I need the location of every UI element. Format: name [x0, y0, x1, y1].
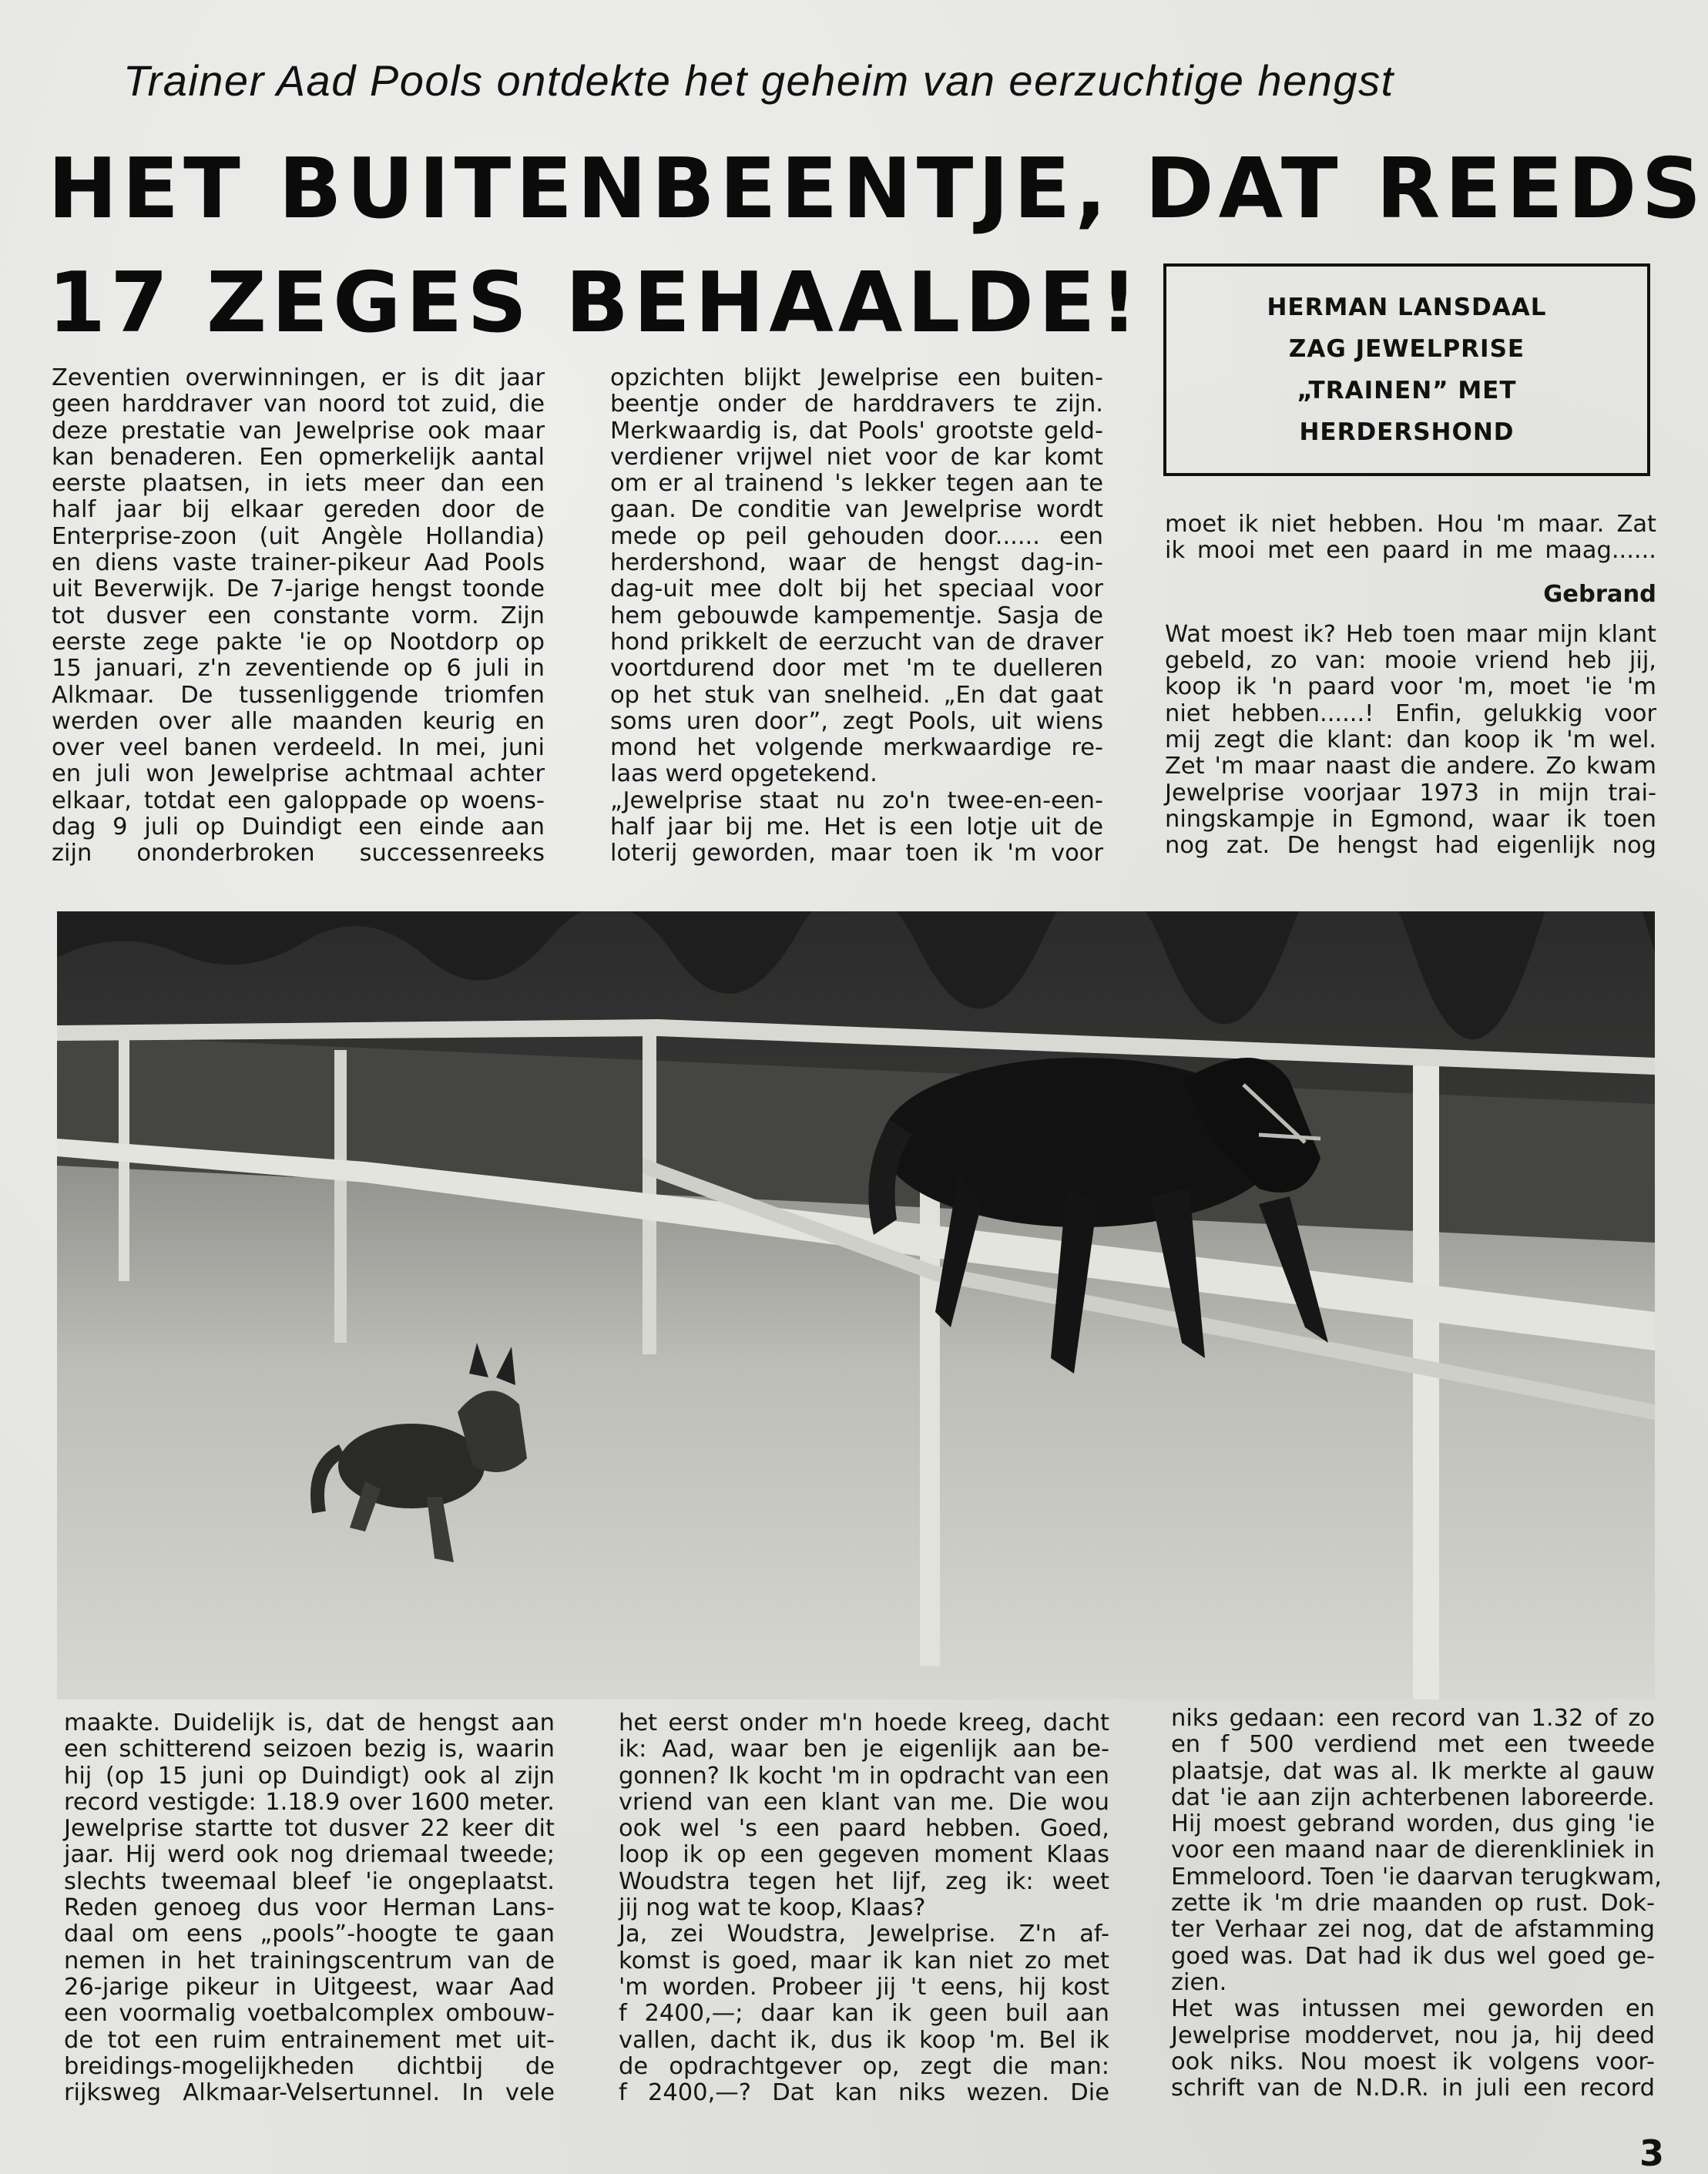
- subheading-gebrand: Gebrand: [1543, 580, 1656, 608]
- text-line: de opdrachtgever op, zegt die man:: [619, 2052, 1109, 2080]
- text-line: ik mooi met een paard in me maag......: [1165, 537, 1656, 565]
- text-line: half jaar bij me. Het is een lotje uit de: [610, 814, 1103, 841]
- text-line: laas werd opgetekend.: [610, 760, 877, 788]
- text-line: dag-uit mee dolt bij het speciaal voor: [610, 575, 1103, 603]
- text-line: eerste plaatsen, in iets meer dan een: [52, 470, 545, 498]
- text-line: maakte. Duidelijk is, dat de hengst aan: [64, 1709, 555, 1736]
- text-line: loterij geworden, maar toen ik 'm voor: [610, 840, 1103, 867]
- text-line: Alkmaar. De tussenliggende triomfen: [52, 681, 545, 709]
- text-line: f 2400,—; daar kan ik geen buil aan: [619, 2000, 1109, 2028]
- text-line: Zeventien overwinningen, er is dit jaar: [52, 364, 545, 391]
- text-line: kan benaderen. Een opmerkelijk aantal: [52, 443, 545, 471]
- text-line: ik: Aad, waar ben je eigenlijk aan be-: [619, 1736, 1109, 1763]
- text-line: loop ik op een gegeven moment Klaas: [619, 1841, 1109, 1869]
- text-line: en diens vaste trainer-pikeur Aad Pools: [52, 549, 545, 577]
- text-line: de tot een ruim entrainement met uit-: [64, 2026, 555, 2054]
- text-line: mij zegt die klant: dan koop ik 'm wel.: [1165, 726, 1656, 754]
- text-line: Het was intussen mei geworden en: [1171, 1995, 1655, 2023]
- column-3-top-b: [1165, 622, 1656, 860]
- text-line: deze prestatie van Jewelprise ook maar: [52, 417, 545, 445]
- text-line: „Jewelprise staat nu zo'n twee-en-een-: [610, 787, 1103, 814]
- text-line: zien.: [1171, 1968, 1227, 1996]
- text-line: ook niks. Nou moest ik volgens voor-: [1171, 2048, 1655, 2075]
- text-line: nog zat. De hengst had eigenlijk nog: [1165, 832, 1656, 860]
- photo-horse-and-dog: [57, 911, 1655, 1699]
- text-line: verdiener vrijwel niet voor de kar komt: [610, 443, 1103, 471]
- box-line: HERMAN LANSDAAL: [1267, 294, 1547, 321]
- text-line: ningskampje in Egmond, waar ik toen: [1165, 805, 1656, 833]
- text-line: Emmeloord. Toen 'ie daarvan terugkwam,: [1171, 1863, 1662, 1891]
- text-line: tot dusver een constante vorm. Zijn: [52, 602, 545, 629]
- text-line: zette ik 'm drie maanden op rust. Dok-: [1171, 1890, 1655, 1917]
- text-line: Jewelprise startte tot dusver 22 keer dit: [64, 1815, 555, 1843]
- text-line: niks gedaan: een record van 1.32 of zo: [1171, 1705, 1655, 1732]
- text-line: gonnen? Ik kocht 'm in opdracht van een: [619, 1762, 1109, 1790]
- fence-post: [1413, 1065, 1439, 1699]
- text-line: mede op peil gehouden door...... een: [610, 522, 1103, 550]
- text-line: rijksweg Alkmaar-Velsertunnel. In vele: [64, 2079, 555, 2107]
- text-line: een schitterend seizoen bezig is, waarin: [64, 1736, 555, 1763]
- column-1-bottom: [64, 1710, 555, 2106]
- text-line: jij nog wat te koop, Klaas?: [619, 1894, 926, 1922]
- text-line: uit Beverwijk. De 7-jarige hengst toonde: [52, 575, 545, 603]
- text-line: werden over alle maanden keurig en: [52, 707, 545, 735]
- text-line: Woudstra tegen het lijf, zeg ik: weet: [619, 1867, 1109, 1895]
- sidebar-box: [1163, 263, 1650, 476]
- text-line: ter Verhaar zei nog, dat de afstamming: [1171, 1916, 1655, 1944]
- box-line: ZAG JEWELPRISE: [1288, 335, 1525, 363]
- headline-line-2: 17 ZEGES BEHAALDE!: [48, 255, 1143, 351]
- column-3-top: [1165, 512, 1656, 860]
- text-line: 15 januari, z'n zeventiende op 6 juli in: [52, 655, 545, 683]
- text-line: breidings-mogelijkheden dichtbij de: [64, 2052, 555, 2080]
- text-line: 'm worden. Probeer jij 't eens, hij kost: [619, 1973, 1109, 2001]
- text-line: komst is goed, maar ik kan niet zo met: [619, 1947, 1109, 1974]
- text-line: slechts tweemaal bleef 'ie ongeplaatst.: [64, 1867, 555, 1895]
- text-line: beentje onder de harddravers te zijn.: [610, 391, 1103, 418]
- text-line: een voormalig voetbalcomplex ombouw-: [64, 2000, 555, 2028]
- text-line: vallen, dacht ik, dus ik koop 'm. Bel ik: [619, 2026, 1109, 2054]
- text-line: hij (op 15 juni op Duindigt) ook al zijn: [64, 1762, 555, 1790]
- text-line: voortdurend door met 'm te duelleren: [610, 655, 1103, 683]
- text-line: 26-jarige pikeur in Uitgeest, waar Aad: [64, 1973, 555, 2001]
- text-line: gaan. De conditie van Jewelprise wordt: [610, 496, 1103, 524]
- text-line: Ja, zei Woudstra, Jewelprise. Z'n af-: [619, 1921, 1109, 1948]
- text-line: voor een maand naar de dierenkliniek in: [1171, 1837, 1655, 1864]
- text-line: hond prikkelt de eerzucht van de draver: [610, 628, 1103, 656]
- text-line: moet ik niet hebben. Hou 'm maar. Zat: [1165, 511, 1656, 538]
- fence-post: [334, 1050, 347, 1343]
- text-line: het eerst onder m'n hoede kreeg, dacht: [619, 1709, 1109, 1736]
- text-line: jaar. Hij werd ook nog driemaal tweede;: [64, 1841, 555, 1869]
- column-3-top-a: [1165, 512, 1656, 565]
- text-line: niet hebben......! Enfin, gelukkig voor: [1165, 700, 1656, 727]
- text-line: opzichten blijkt Jewelprise een buiten-: [610, 364, 1103, 391]
- page-number: 3: [1639, 2132, 1665, 2174]
- text-line: daal om eens „pools”-hoogte te gaan: [64, 1921, 555, 1948]
- text-line: f 2400,—? Dat kan niks wezen. Die: [619, 2079, 1109, 2107]
- text-line: nemen in het trainingscentrum van de: [64, 1947, 555, 1974]
- text-line: Hij moest gebrand worden, dus ging 'ie: [1171, 1810, 1655, 1838]
- text-line: half jaar bij elkaar gereden door de: [52, 496, 545, 524]
- text-line: Wat moest ik? Heb toen maar mijn klant: [1165, 620, 1656, 648]
- headline-line-1: HET BUITENBEENTJE, DAT REEDS: [48, 141, 1706, 237]
- text-line: en f 500 verdiend met een tweede: [1171, 1731, 1655, 1759]
- text-line: soms uren door”, zegt Pools, uit wiens: [610, 707, 1103, 735]
- article-kicker: Trainer Aad Pools ontdekte het geheim van eerzuchtige hengst: [123, 56, 1394, 105]
- column-2-top: [610, 365, 1103, 867]
- column-1-top: [52, 365, 545, 867]
- text-line: geen harddraver van noord tot zuid, die: [52, 391, 545, 418]
- text-line: Jewelprise moddervet, nou ja, hij deed: [1171, 2021, 1655, 2049]
- text-line: Reden genoeg dus voor Herman Lans-: [64, 1894, 555, 1922]
- text-line: Enterprise-zoon (uit Angèle Hollandia): [52, 522, 545, 550]
- fence-post: [643, 1031, 656, 1354]
- box-line: „TRAINEN” MET: [1297, 377, 1517, 404]
- box-line: HERDERSHOND: [1299, 418, 1515, 446]
- text-line: over veel banen verdeeld. In mei, juni: [52, 734, 545, 762]
- text-line: mond het volgende merkwaardige re-: [610, 734, 1103, 762]
- text-line: gebeld, zo van: mooie vriend heb jij,: [1165, 647, 1656, 675]
- text-line: plaatsje, dat was al. Ik merkte al gauw: [1171, 1757, 1655, 1785]
- text-line: hem gebouwde kampementje. Sasja de: [610, 602, 1103, 629]
- text-line: Merkwaardig is, dat Pools' grootste geld-: [610, 417, 1103, 445]
- column-2-bottom: [619, 1710, 1109, 2106]
- text-line: op het stuk van snelheid. „En dat gaat: [610, 681, 1103, 709]
- text-line: schrift van de N.D.R. in juli een record: [1171, 2075, 1655, 2102]
- text-line: koop ik 'n paard voor 'm, moet 'ie 'm: [1165, 673, 1656, 701]
- text-line: en juli won Jewelprise achtmaal achter: [52, 760, 545, 788]
- text-line: vriend van een klant van me. Die wou: [619, 1788, 1109, 1816]
- text-line: record vestigde: 1.18.9 over 1600 meter.: [64, 1788, 555, 1816]
- text-line: ook wel 's een paard hebben. Goed,: [619, 1815, 1109, 1843]
- text-line: eerste zege pakte 'ie op Nootdorp op: [52, 628, 545, 656]
- text-line: herdershond, waar de hengst dag-in-: [610, 549, 1103, 577]
- text-line: om er al trainend 's lekker tegen aan te: [610, 470, 1103, 498]
- text-line: zijn ononderbroken successenreeks: [52, 840, 545, 867]
- column-3-bottom: [1171, 1705, 1662, 2102]
- text-line: goed was. Dat had ik dus wel goed ge-: [1171, 1942, 1655, 1970]
- text-line: elkaar, totdat een galoppade op woens-: [52, 787, 545, 814]
- text-line: Zet 'm maar naast die andere. Zo kwam: [1165, 753, 1656, 780]
- text-line: dag 9 juli op Duindigt een einde aan: [52, 814, 545, 841]
- text-line: dat 'ie aan zijn achterbenen laboreerde.: [1171, 1783, 1655, 1811]
- text-line: Jewelprise voorjaar 1973 in mijn trai-: [1165, 779, 1656, 807]
